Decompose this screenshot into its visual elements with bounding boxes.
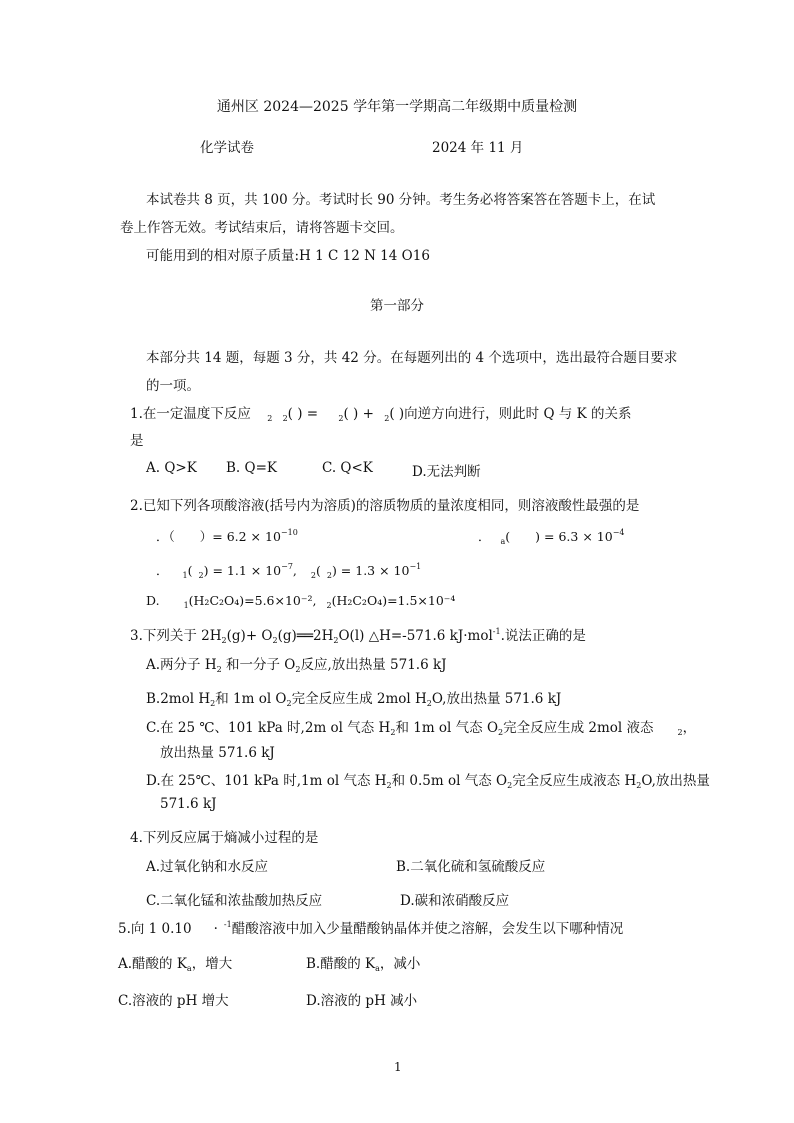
question-1-option-a: A. Q>K xyxy=(146,460,197,476)
exam-date: 2024 年 11 月 xyxy=(432,140,524,156)
question-5-option-d: D.溶液的 pH 减小 xyxy=(306,993,418,1009)
intro-line-1: 本试卷共 8 页，共 100 分。考试时长 90 分钟。考生务必将答案答在答题卡上，在试 xyxy=(146,192,656,208)
question-4-option-b: B.二氧化硫和氢硫酸反应 xyxy=(396,859,546,875)
page-number: 1 xyxy=(394,1060,402,1074)
question-2-option-b: ． $_a$( ) = $6.3 \times 10^{-4}$ xyxy=(478,528,625,546)
question-5-stem: 5.向 1 0.10 · $^{-1}$醋酸溶液中加入少量醋酸钠晶体并使之溶解，会发生以下哪种情况 xyxy=(118,920,624,937)
question-4-stem: 4.下列反应属于熵减小过程的是 xyxy=(130,830,319,846)
question-3-option-a: A.两分子 $H_2$ 和一分子 $O_2$反应,放出热量 571.6 kJ xyxy=(146,657,447,674)
question-2-option-d: D. $_1$(H₂C₂O₄)=5.6×10⁻², $_2$(H₂C₂O₄)=1.5×10⁻⁴ xyxy=(146,593,456,610)
question-5-option-b: B.醋酸的 $K_a$，减小 xyxy=(306,956,421,973)
question-4-option-c: C.二氧化锰和浓盐酸加热反应 xyxy=(146,893,323,909)
document-title: 通州区 2024—2025 学年第一学期高二年级期中质量检测 xyxy=(216,99,578,115)
question-3-option-b: B.2mol $H_2$和 1m ol $O_2$完全反应生成 2mol $H_2O$,放出热量 571.6 kJ xyxy=(146,691,562,708)
intro-line-3: 可能用到的相对原子质量:H 1 C 12 N 14 O16 xyxy=(146,248,430,264)
question-3-stem: 3.下列关于 $2H_2(g)+$ $O_2(g)══2H_2O(l)$ △H=-571.6 kJ·mol$^{-1}$.说法正确的是 xyxy=(130,627,586,645)
part-desc-1: 本部分共 14 题，每题 3 分，共 42 分。在每题列出的 4 个选项中，选出最符合题目要求 xyxy=(146,350,678,366)
subject-label: 化学试卷 xyxy=(200,140,254,156)
part-desc-2: 的一项。 xyxy=(146,378,200,394)
question-1-line-1: 1.在一定温度下反应 $_2$ $_2$( ) = $_2$( ) + $_2$( )向逆方向进行，则此时 Q 与 K 的关系 xyxy=(130,406,632,423)
part-heading: 第一部分 xyxy=(370,298,424,314)
intro-line-2: 卷上作答无效。考试结束后，请将答题卡交回。 xyxy=(120,220,404,236)
question-5-option-c: C.溶液的 pH 增大 xyxy=(118,993,229,1009)
question-2-stem: 2.已知下列各项酸溶液(括号内为溶质)的溶质物质的量浓度相同，则溶液酸性最强的是 xyxy=(130,498,640,514)
question-1-option-c: C. Q<K xyxy=(322,460,373,476)
question-3-option-d-line-2: 571.6 kJ xyxy=(160,796,217,812)
question-5-option-a: A.醋酸的 $K_a$，增大 xyxy=(118,956,233,973)
question-1-line-2: 是 xyxy=(130,433,144,449)
question-1-option-d: D.无法判断 xyxy=(412,464,481,480)
question-2-option-a: ．（ ）= $6.2 \times 10^{-10}$ xyxy=(156,528,298,544)
question-2-option-c: ． $_1$( $_2) = 1.1 \times 10^{-7}$, $_2$( $_2) = 1.3 \times 10^{-1}$ xyxy=(156,562,422,580)
question-4-option-d: D.碳和浓硝酸反应 xyxy=(400,893,510,909)
question-3-option-c-line-2: 放出热量 571.6 kJ xyxy=(160,745,275,761)
question-4-option-a: A.过氧化钠和水反应 xyxy=(146,859,269,875)
question-3-option-c: C.在 25 ℃、101 kPa 时,2m ol 气态 $H_2$和 1m ol 气态 $O_2$完全反应生成 2mol 液态 $_2$， xyxy=(146,720,697,737)
question-1-option-b: B. Q=K xyxy=(226,460,277,476)
question-3-option-d: D.在 25℃、101 kPa 时,1m ol 气态 $H_2$和 0.5m ol 气态 $O_2$完全反应生成液态 $H_2O$,放出热量 xyxy=(146,773,710,790)
